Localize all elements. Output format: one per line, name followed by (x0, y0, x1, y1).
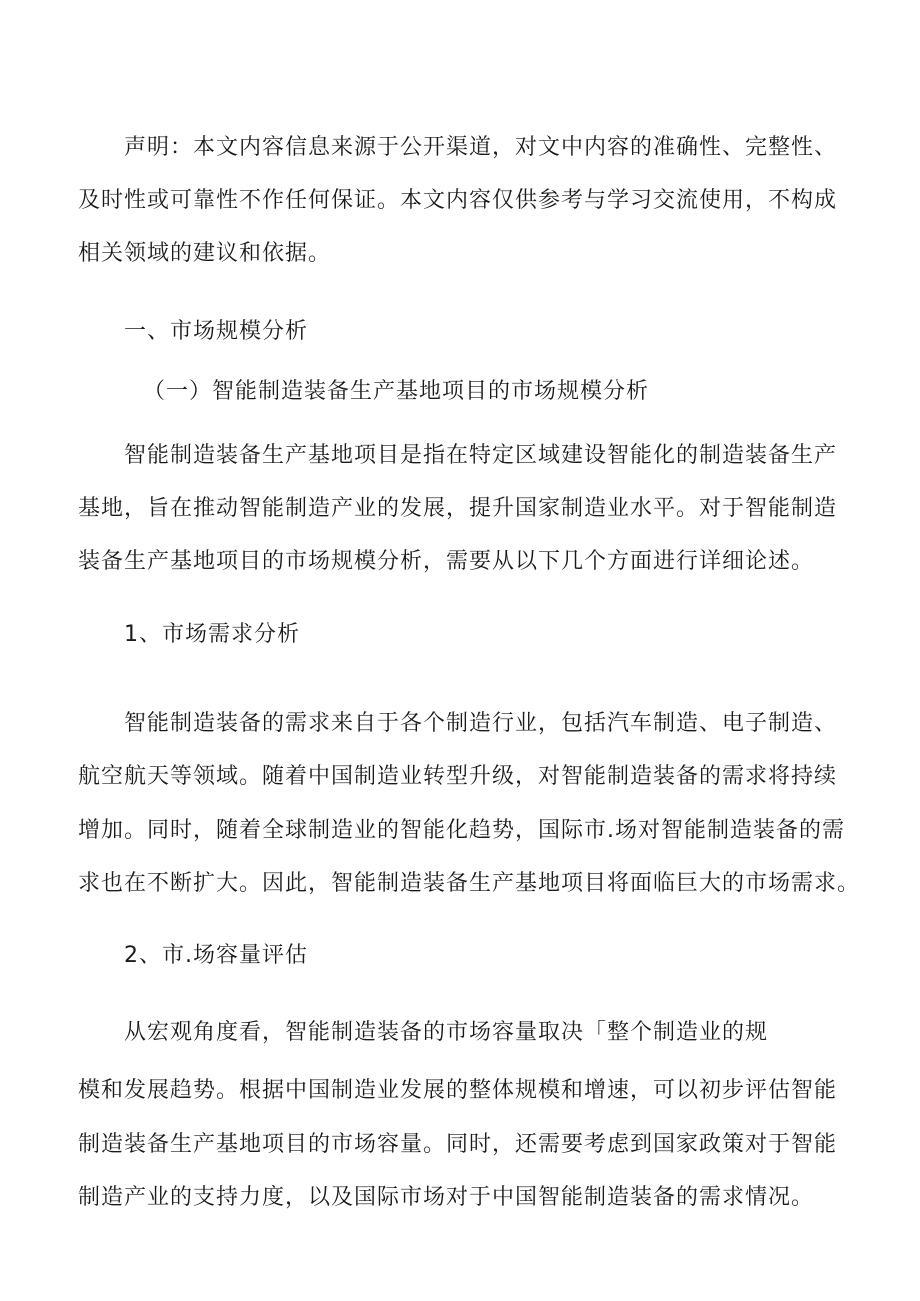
item2-line-1: 从宏观角度看，智能制造装备的市场容量取决「整个制造业的规 (124, 1020, 769, 1045)
item1-line-2: 航空航天等领域。随着中国制造业转型升级，对智能制造装备的需求将持续 (78, 764, 838, 789)
item2-line-2: 模和发展趋势。根据中国制造业发展的整体规模和增速，可以初步评估智能 (78, 1078, 838, 1103)
item2-line-4: 制造产业的支持力度，以及国际市场对于中国智能制造装备的需求情况。 (78, 1185, 815, 1210)
item2-line-3: 制造装备生产基地项目的市场容量。同时，还需要考虑到国家政策对于智能 (78, 1132, 838, 1157)
item1-line-3: 增加。同时，随着全球制造业的智能化趋势，国际市.场对智能制造装备的需 (78, 818, 845, 843)
disclaimer-line-3: 相关领域的建议和依据。 (78, 241, 332, 266)
item2-heading: 2、市.场容量评估 (124, 943, 308, 968)
section-heading: 一、市场规模分析 (124, 319, 309, 344)
disclaimer-line-2: 及时性或可靠性不作任何保证。本文内容仅供参考与学习交流使用，不构成 (78, 188, 838, 213)
intro-line-2: 基地，旨在推动智能制造产业的发展，提升国家制造业水平。对于智能制造 (78, 496, 838, 521)
intro-line-3: 装备生产基地项目的市场规模分析，需要从以下几个方面进行详细论述。 (78, 549, 815, 574)
intro-line-1: 智能制造装备生产基地项目是指在特定区域建设智能化的制造装备生产 (124, 443, 838, 468)
disclaimer-line-1: 声明：本文内容信息来源于公开渠道，对文中内容的准确性、完整性、 (124, 135, 838, 160)
item1-line-1: 智能制造装备的需求来自于各个制造行业，包括汽车制造、电子制造、 (124, 711, 838, 736)
subsection-heading: （一）智能制造装备生产基地项目的市场规模分析 (143, 379, 650, 404)
item1-line-4: 求也在不断扩大。因此，智能制造装备生产基地项目将面临巨大的市场需求。 (78, 871, 861, 896)
item1-heading: 1、市场需求分析 (124, 622, 300, 647)
